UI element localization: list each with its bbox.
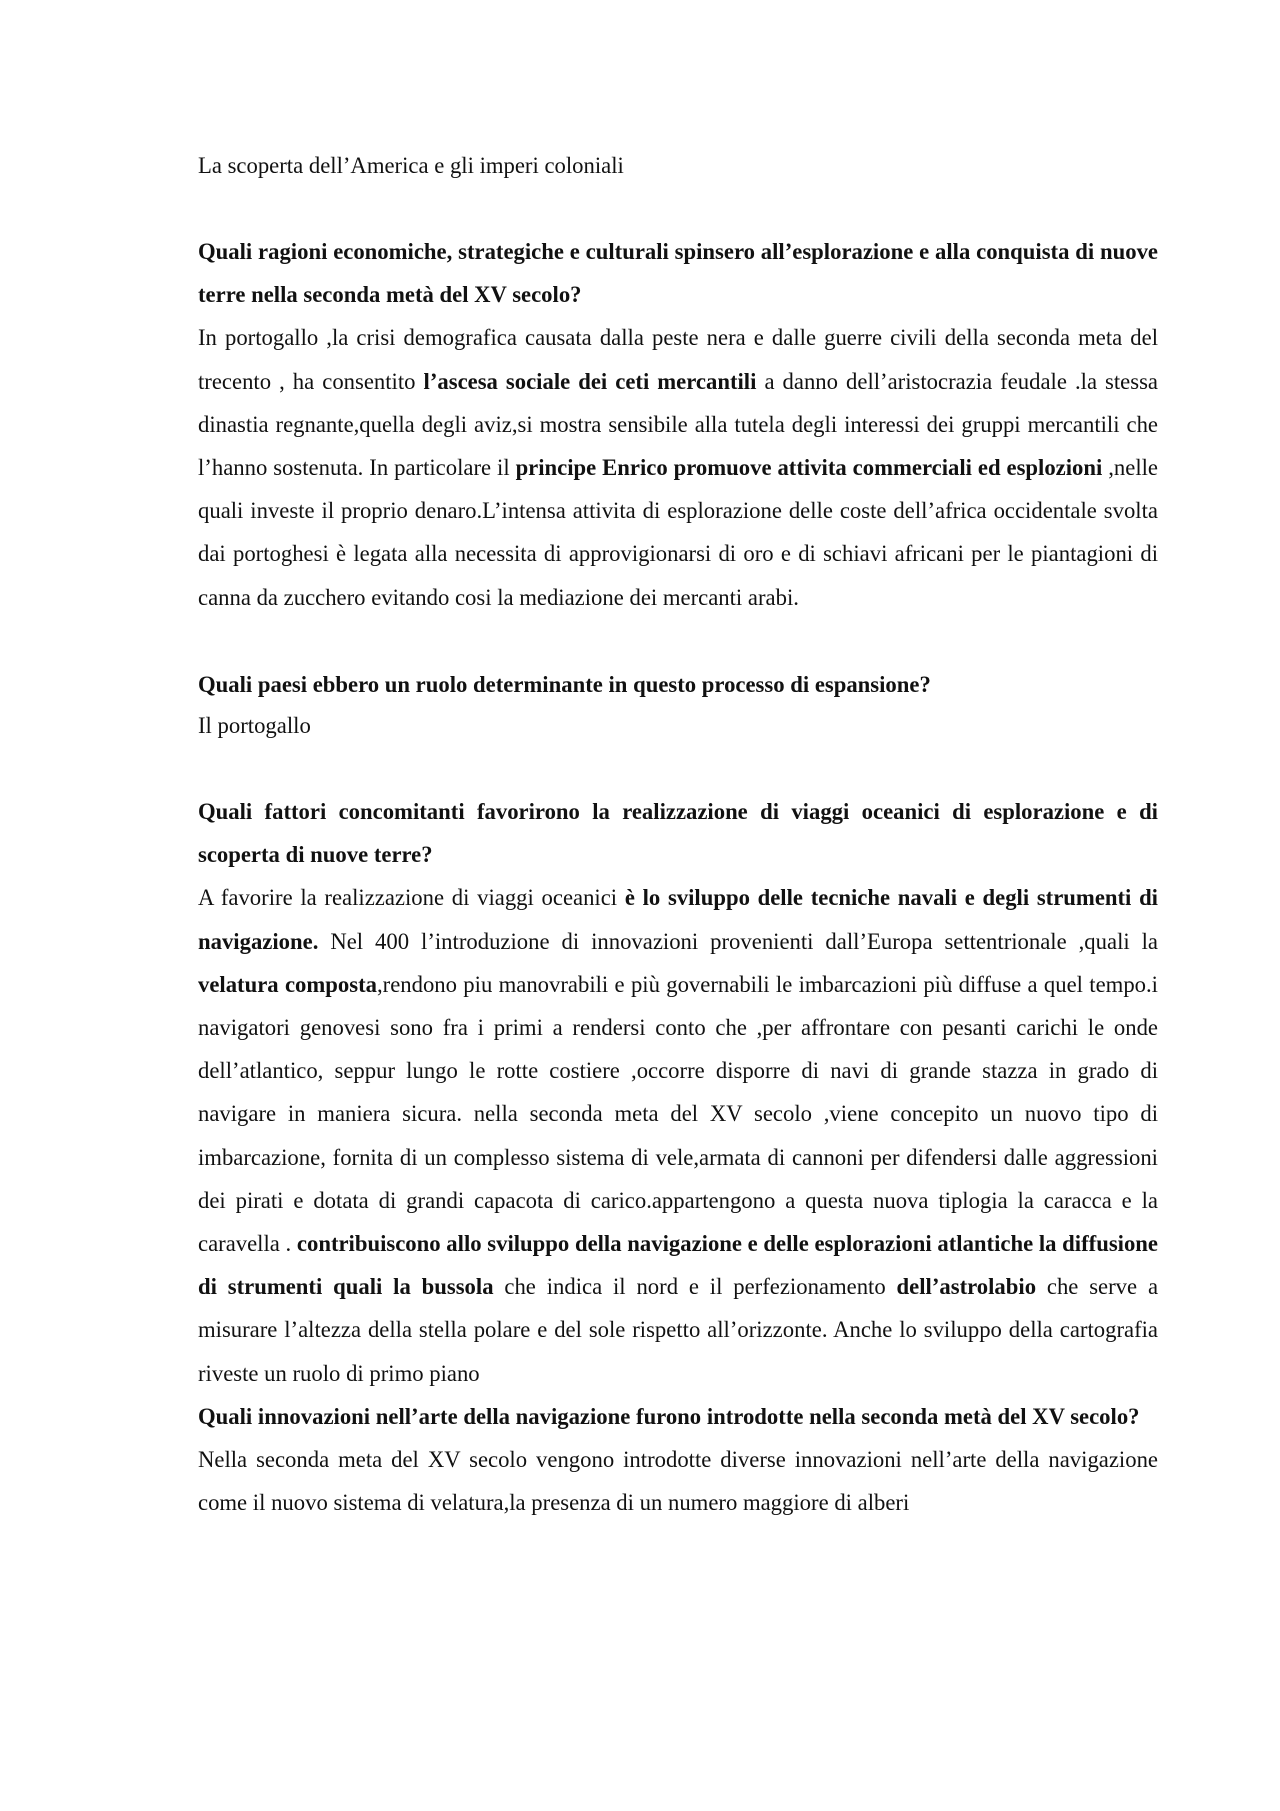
- answer-2: [198, 706, 1158, 746]
- answer-3-run-9: che serve a misurare l’altezza della stella polare e del sole rispetto all’orizzonte. Anche lo sviluppo della cartografia riveste un ruolo di primo piano: [198, 1274, 1159, 1386]
- answer-1-run-3: a danno dell’aristocrazia feudale .la stessa dinastia regnante,quella degli aviz,si mostra sensibile alla tutela degli interessi dei gruppi mercantili che l’hanno sostenuta. In particolare il: [198, 368, 1158, 481]
- answer-3: [198, 876, 1158, 1394]
- answer-3-run-2: è lo sviluppo delle tecniche navali e degli strumenti di navigazione.: [198, 885, 1158, 954]
- answer-3-run-8: dell’astrolabio: [896, 1274, 1037, 1300]
- answer-3-run-3: Nel 400 l’introduzione di innovazioni provenienti dall’Europa settentrionale ,quali la: [318, 928, 1158, 954]
- document-page: [198, 146, 1158, 1524]
- paragraph-gap: [198, 746, 1158, 790]
- answer-1-run-2: l’ascesa sociale dei ceti mercantili: [423, 368, 757, 394]
- answer-3-run-1: A favorire la realizzazione di viaggi oceanici: [198, 885, 625, 911]
- question-4: Quali innovazioni nell’arte della navigazione furono introdotte nella seconda metà del XV secolo?: [198, 1403, 1140, 1429]
- question-1: Quali ragioni economiche, strategiche e culturali spinsero all’esplorazione e alla conquista di nuove terre nella seconda metà del XV secolo?: [198, 239, 1158, 308]
- answer-2-run-1: Il portogallo: [198, 713, 311, 739]
- answer-1-run-1: In portogallo ,la crisi demografica causata dalla peste nera e dalle guerre civili della seconda meta del trecento , ha consentito: [198, 325, 1158, 394]
- paragraph-gap: [198, 186, 1158, 230]
- answer-1-run-4: principe Enrico promuove attivita commerciali ed esplozioni: [515, 455, 1103, 481]
- answer-3-run-6: contribuiscono allo sviluppo della navigazione e delle esplorazioni atlantiche la diffusione di strumenti quali la bussola: [198, 1231, 1158, 1300]
- document-title: La scoperta dell’America e gli imperi coloniali: [198, 153, 624, 178]
- answer-4: [198, 1438, 1158, 1524]
- answer-4-run-1: Nella seconda meta del XV secolo vengono introdotte diverse innovazioni nell’arte della navigazione come il nuovo sistema di velatura,la presenza di un numero maggiore di alberi: [198, 1447, 1158, 1516]
- answer-1-run-5: ,nelle quali investe il proprio denaro.L’intensa attivita di esplorazione delle coste dell’africa occidentale svolta dai portoghesi è legata alla necessita di approvigionarsi di oro e di schiavi africani per le piantagioni di canna da zucchero evitando cosi la mediazione dei mercanti arabi.: [198, 455, 1159, 610]
- answer-1: [198, 316, 1158, 618]
- question-3: Quali fattori concomitanti favorirono la realizzazione di viaggi oceanici di esplorazione e di scoperta di nuove terre?: [198, 799, 1158, 868]
- answer-3-run-7: che indica il nord e il perfezionamento: [493, 1274, 897, 1300]
- paragraph-gap: [198, 619, 1158, 663]
- answer-3-run-5: ,rendono piu manovrabili e più governabili le imbarcazioni più diffuse a quel tempo.i navigatori genovesi sono fra i primi a rendersi conto che ,per affrontare con pesanti carichi le onde dell’atlantico, seppur lungo le rotte costiere ,occorre disporre di navi di grande stazza in grado di navigare in maniera sicura. nella seconda meta del XV secolo ,viene concepito un nuovo tipo di imbarcazione, fornita di un complesso sistema di vele,armata di cannoni per difendersi dalle aggressioni dei pirati e dotata di grandi capacota di carico.appartengono a questa nuova tiplogia la caracca e la caravella .: [198, 971, 1158, 1257]
- answer-3-run-4: velatura composta: [198, 971, 377, 997]
- question-2: Quali paesi ebbero un ruolo determinante in questo processo di espansione?: [198, 671, 931, 697]
